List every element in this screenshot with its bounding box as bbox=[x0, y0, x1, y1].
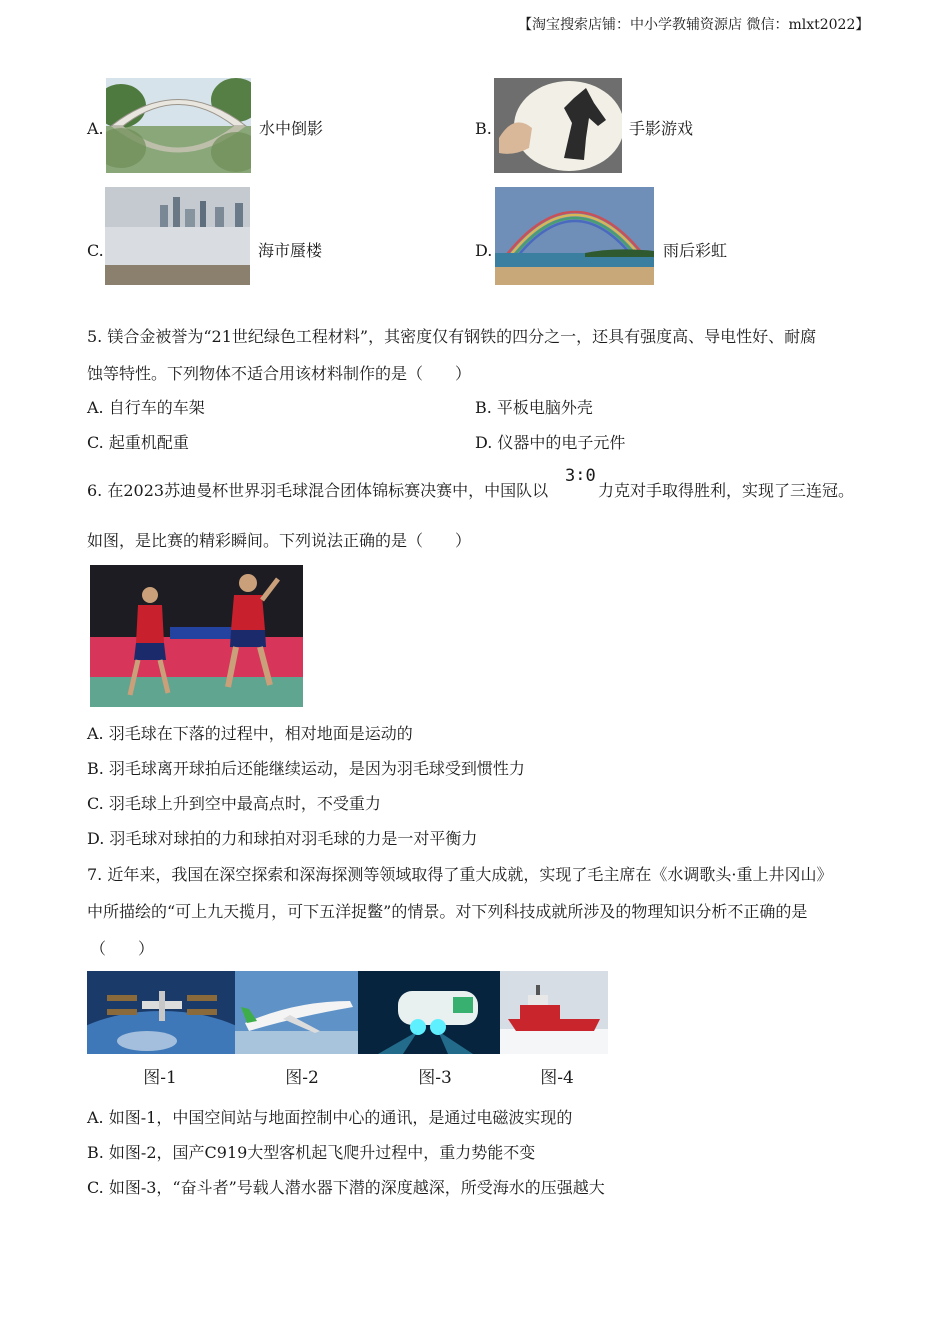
q5-stem-line2: 蚀等特性。下列物体不适合用该材料制作的是（ ） bbox=[87, 364, 472, 383]
bridge-reflection-image bbox=[106, 78, 251, 173]
hand-shadow-image bbox=[494, 78, 622, 173]
option-b-caption: 手影游戏 bbox=[629, 119, 694, 138]
q7-stem-line1: 7. 近年来，我国在深空探索和深海探测等领域取得了重大成就，实现了毛主席在《水调歌头·重上井冈山》 bbox=[87, 865, 833, 884]
q5-option-a: A. 自行车的车架 bbox=[87, 398, 205, 417]
option-c-caption: 海市蜃楼 bbox=[258, 241, 323, 260]
mirage-image bbox=[105, 187, 250, 285]
q6-stem-line2: 如图，是比赛的精彩瞬间。下列说法正确的是（ ） bbox=[87, 531, 472, 550]
submersible-image bbox=[358, 971, 500, 1054]
q5-stem-line1: 5. 镁合金被誉为“21世纪绿色工程材料”，其密度仅有钢铁的四分之一，还具有强度高、导电性好、耐腐 bbox=[87, 327, 817, 346]
icebreaker-ship-image bbox=[500, 971, 608, 1054]
option-d-caption: 雨后彩虹 bbox=[663, 241, 728, 260]
q6-option-a: A. 羽毛球在下落的过程中，相对地面是运动的 bbox=[87, 724, 413, 743]
page-header: 【淘宝搜索店铺：中小学教辅资源店 微信：mlxt2022】 bbox=[518, 17, 870, 33]
q6-option-c: C. 羽毛球上升到空中最高点时，不受重力 bbox=[87, 794, 381, 813]
option-d-letter: D. bbox=[475, 241, 493, 260]
q7-stem-line2: 中所描绘的“可上九天揽月，可下五洋捉鳖”的情景。对下列科技成就所涉及的物理知识分析不正确的是 bbox=[87, 902, 808, 921]
q7-stem-line3: （ ） bbox=[90, 939, 155, 958]
q5-option-b: B. 平板电脑外壳 bbox=[475, 398, 593, 417]
q6-stem-line1b: 力克对手取得胜利，实现了三连冠。 bbox=[598, 481, 855, 500]
q7-option-b: B. 如图-2，国产C919大型客机起飞爬升过程中，重力势能不变 bbox=[87, 1143, 536, 1162]
option-c-letter: C. bbox=[87, 241, 104, 260]
fig-label-4: 图-4 bbox=[540, 1068, 574, 1088]
q6-option-d: D. 羽毛球对球拍的力和球拍对羽毛球的力是一对平衡力 bbox=[87, 829, 478, 848]
fig-label-2: 图-2 bbox=[285, 1068, 319, 1088]
rainbow-image bbox=[495, 187, 654, 285]
q5-option-c: C. 起重机配重 bbox=[87, 433, 189, 452]
option-b-letter: B. bbox=[475, 119, 492, 138]
q6-option-b: B. 羽毛球离开球拍后还能继续运动，是因为羽毛球受到惯性力 bbox=[87, 759, 525, 778]
fig-label-1: 图-1 bbox=[143, 1068, 177, 1088]
option-a-letter: A. bbox=[87, 119, 104, 138]
c919-aircraft-image bbox=[235, 971, 358, 1054]
q6-score-ratio: 3∶0 bbox=[565, 466, 596, 486]
q7-option-a: A. 如图-1，中国空间站与地面控制中心的通讯，是通过电磁波实现的 bbox=[87, 1108, 573, 1127]
q7-option-c: C. 如图-3，“奋斗者”号载人潜水器下潜的深度越深，所受海水的压强越大 bbox=[87, 1178, 605, 1197]
q6-stem-line1a: 6. 在2023苏迪曼杯世界羽毛球混合团体锦标赛决赛中，中国队以 bbox=[87, 481, 549, 500]
fig-label-3: 图-3 bbox=[418, 1068, 452, 1088]
space-station-image bbox=[87, 971, 235, 1054]
badminton-photo bbox=[90, 565, 303, 707]
option-a-caption: 水中倒影 bbox=[259, 119, 324, 138]
q5-option-d: D. 仪器中的电子元件 bbox=[475, 433, 626, 452]
